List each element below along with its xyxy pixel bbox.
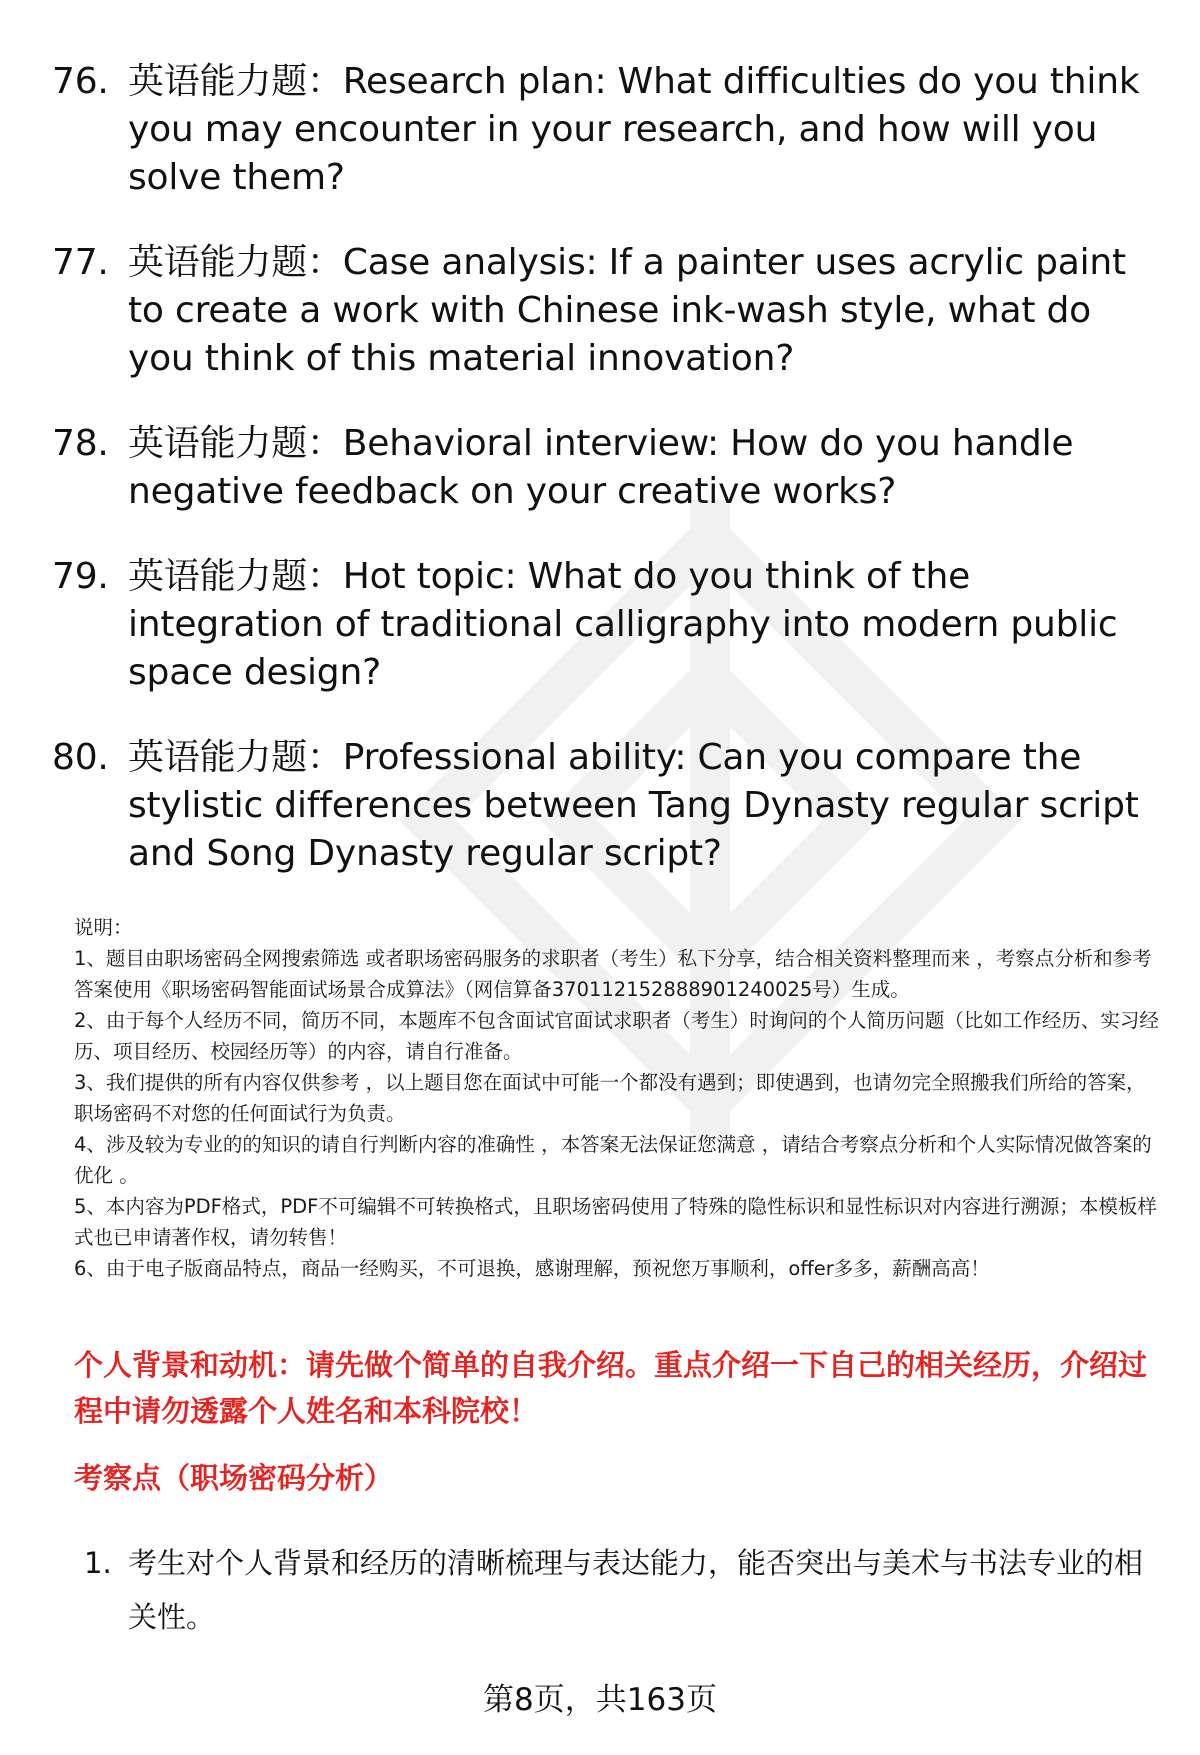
analysis-heading: 考察点（职场密码分析） (74, 1461, 394, 1495)
question-item (52, 58, 1162, 202)
note-item: 3、我们提供的所有内容仅供参考 ，以上题目您在面试中可能一个都没有遇到；即使遇到，也请勿完全照搬我们所给的答案，职场密码不对您的任何面试行为负责。 (74, 1071, 1146, 1125)
question-number: 79. (52, 556, 109, 597)
note-item: 4、涉及较为专业的的知识的请自行判断内容的准确性 ，本答案无法保证您满意 ，请结合考察点分析和个人实际情况做答案的优化 。 (74, 1133, 1152, 1187)
question-list (52, 58, 1162, 915)
question-number: 77. (52, 242, 109, 283)
question-number: 80. (52, 737, 109, 778)
note-item: 2、由于每个人经历不同，简历不同，本题库不包含面试官面试求职者（考生）时询问的个人简历问题（比如工作经历、实习经历、项目经历、校园经历等）的内容，请自行准备。 (74, 1009, 1159, 1063)
question-number: 78. (52, 423, 109, 464)
question-text: 英语能力题：Hot topic: What do you think of the integration of traditional calligraphy into modern public space design? (128, 556, 1118, 693)
question-item (52, 734, 1162, 878)
question-text: 英语能力题：Case analysis: If a painter uses acrylic paint to create a work with Chinese ink-wash style, what do you think of this material innovation? (128, 242, 1126, 379)
note-item: 6、由于电子版商品特点，商品一经购买，不可退换，感谢理解，预祝您万事顺利，offer多多，薪酬高高！ (74, 1257, 990, 1280)
page-footer: 第8页，共163页 (483, 1682, 717, 1718)
question-item (52, 553, 1162, 697)
notes-section (74, 912, 1164, 1284)
question-number: 76. (52, 61, 109, 102)
question-text: 英语能力题：Behavioral interview: How do you handle negative feedback on your creative works? (128, 423, 1074, 512)
analysis-point (84, 1536, 1164, 1644)
note-item: 1、题目由职场密码全网搜索筛选 或者职场密码服务的求职者（考生）私下分享，结合相关资料整理而来 ，考察点分析和参考答案使用《职场密码智能面试场景合成算法》（网信算备370112152888901240025号）生成。 (74, 947, 1152, 1001)
analysis-point-text: 考生对个人背景和经历的清晰梳理与表达能力，能否突出与美术与书法专业的相关性。 (128, 1546, 1144, 1634)
question-text: 英语能力题：Research plan: What difficulties do you think you may encounter in your research, and how will you solve them? (128, 61, 1140, 198)
note-item: 5、本内容为PDF格式，PDF不可编辑不可转换格式，且职场密码使用了特殊的隐性标识和显性标识对内容进行溯源；本模板样式也已申请著作权，请勿转售！ (74, 1195, 1157, 1249)
question-item (52, 239, 1162, 383)
highlighted-question: 个人背景和动机：请先做个简单的自我介绍。重点介绍一下自己的相关经历，介绍过程中请勿透露个人姓名和本科院校！ (74, 1348, 1148, 1428)
question-item (52, 420, 1162, 516)
notes-title: 说明： (74, 916, 133, 939)
question-text: 英语能力题：Professional ability: Can you compare the stylistic differences between Tang Dynasty regular script and Song Dynasty regular script? (128, 737, 1139, 874)
analysis-point-number: 1. (84, 1546, 112, 1580)
